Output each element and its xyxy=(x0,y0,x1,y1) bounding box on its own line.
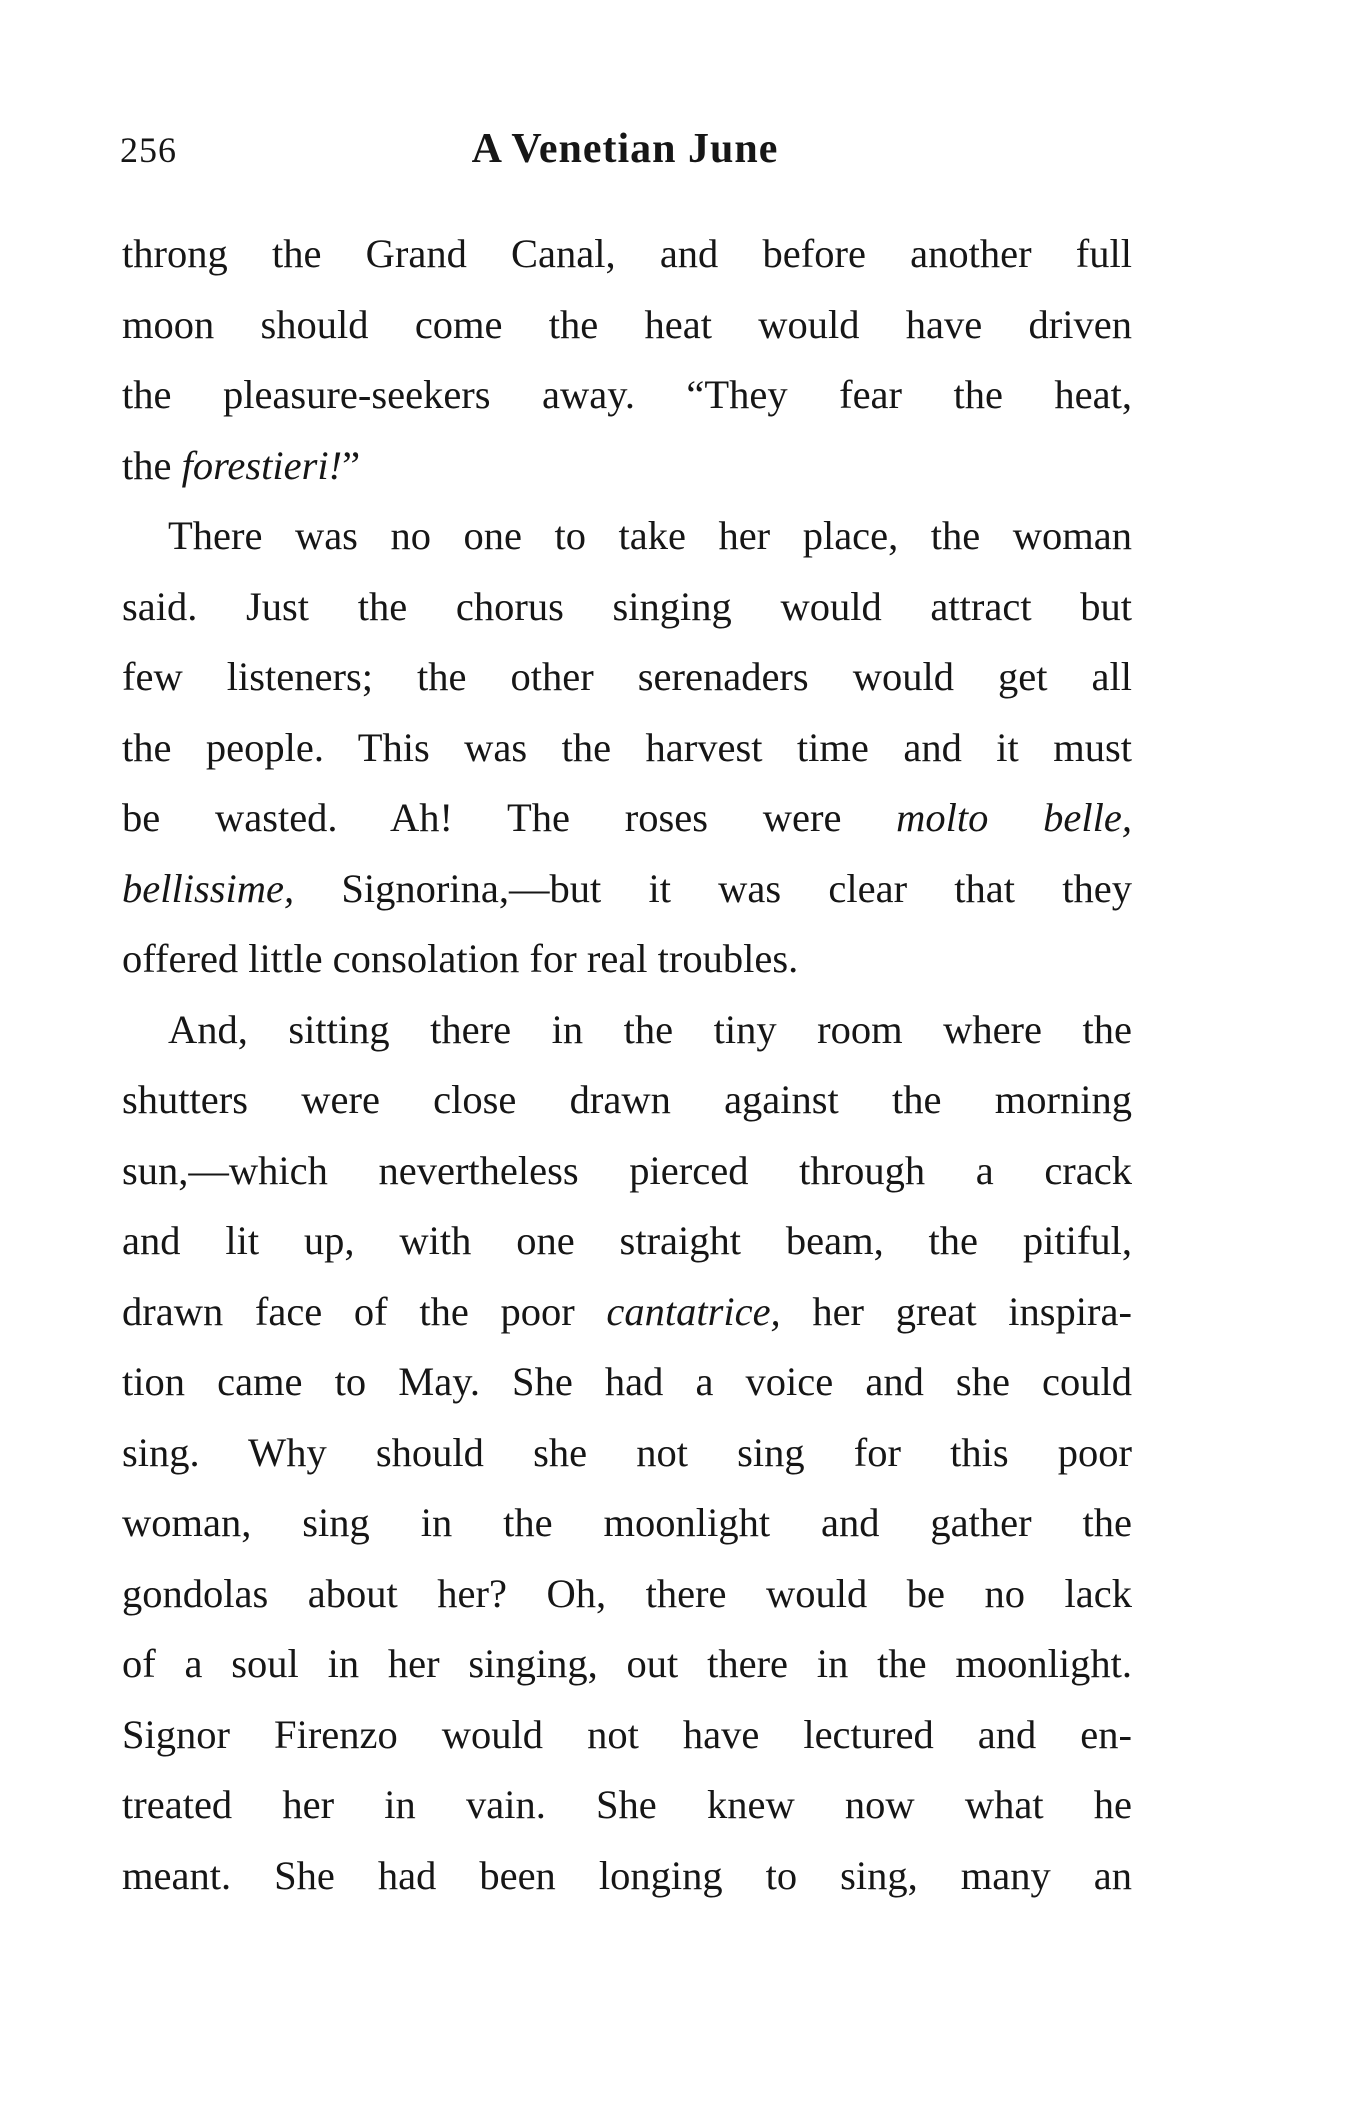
text-span: There was no one to take her place, the woman xyxy=(168,513,1132,558)
text-span: throng the Grand Canal, and before another full xyxy=(122,231,1132,276)
text-span: the people. This was the harvest time and it must xyxy=(122,724,1132,770)
text-line xyxy=(122,1700,1132,1771)
running-title: A Venetian June xyxy=(471,126,779,172)
text-line xyxy=(122,431,1132,502)
running-head xyxy=(120,125,1130,185)
italic-text: bellissime, xyxy=(122,865,295,911)
text-line xyxy=(122,1136,1132,1207)
text-line xyxy=(122,1629,1132,1700)
text-line xyxy=(122,501,1132,572)
text-line xyxy=(122,924,1132,995)
text-span: ” xyxy=(342,442,361,488)
text-span: Signor Firenzo would not have lectured and en- xyxy=(122,1711,1132,1757)
text-span: meant. She had been longing to sing, many an xyxy=(122,1852,1132,1898)
text-span: drawn face of the poor xyxy=(122,1288,607,1334)
text-span: moon should come the heat would have driven xyxy=(122,301,1132,347)
text-line xyxy=(122,1418,1132,1489)
text-span: be wasted. Ah! The roses were xyxy=(122,795,897,840)
text-span: tion came to May. She had a voice and she could xyxy=(122,1359,1132,1404)
italic-text: cantatrice, xyxy=(606,1288,781,1334)
text-line xyxy=(122,360,1132,431)
body-text xyxy=(122,219,1132,1911)
text-line xyxy=(122,1770,1132,1841)
text-line xyxy=(122,219,1132,290)
text-line xyxy=(122,290,1132,361)
italic-text: molto belle, xyxy=(896,795,1132,840)
text-span: the pleasure-seekers away. “They fear the heat, xyxy=(122,372,1132,417)
text-line xyxy=(122,995,1132,1066)
text-span: offered little consolation for real troubles. xyxy=(122,936,799,981)
text-line xyxy=(122,572,1132,643)
text-span: said. Just the chorus singing would attract but xyxy=(122,583,1132,629)
text-line xyxy=(122,1559,1132,1630)
text-span: sun,—which nevertheless pierced through a crack xyxy=(122,1147,1132,1193)
text-span: And, sitting there in the tiny room where the xyxy=(168,1006,1132,1052)
text-span: woman, sing in the moonlight and gather the xyxy=(122,1500,1132,1545)
text-span: gondolas about her? Oh, there would be no lack xyxy=(122,1570,1132,1616)
text-span: the xyxy=(122,442,182,488)
text-span: Signorina,—but it was clear that they xyxy=(294,865,1132,911)
text-span: sing. Why should she not sing for this poor xyxy=(122,1429,1132,1475)
text-line xyxy=(122,783,1132,854)
text-line xyxy=(122,1206,1132,1277)
text-line xyxy=(122,713,1132,784)
italic-text: forestieri! xyxy=(181,442,343,488)
text-line xyxy=(122,1277,1132,1348)
text-line xyxy=(122,854,1132,925)
text-line xyxy=(122,1488,1132,1559)
text-line xyxy=(122,1347,1132,1418)
text-line xyxy=(122,1065,1132,1136)
text-line xyxy=(122,642,1132,713)
text-span: few listeners; the other serenaders would get all xyxy=(122,654,1132,699)
page-number: 256 xyxy=(120,130,177,170)
text-span: treated her in vain. She knew now what he xyxy=(122,1782,1132,1827)
text-span: shutters were close drawn against the morning xyxy=(122,1077,1132,1122)
text-line xyxy=(122,1841,1132,1912)
text-span: her great inspira- xyxy=(780,1288,1132,1334)
text-span: and lit up, with one straight beam, the pitiful, xyxy=(122,1218,1132,1263)
text-span: of a soul in her singing, out there in the moonlight. xyxy=(122,1641,1132,1686)
